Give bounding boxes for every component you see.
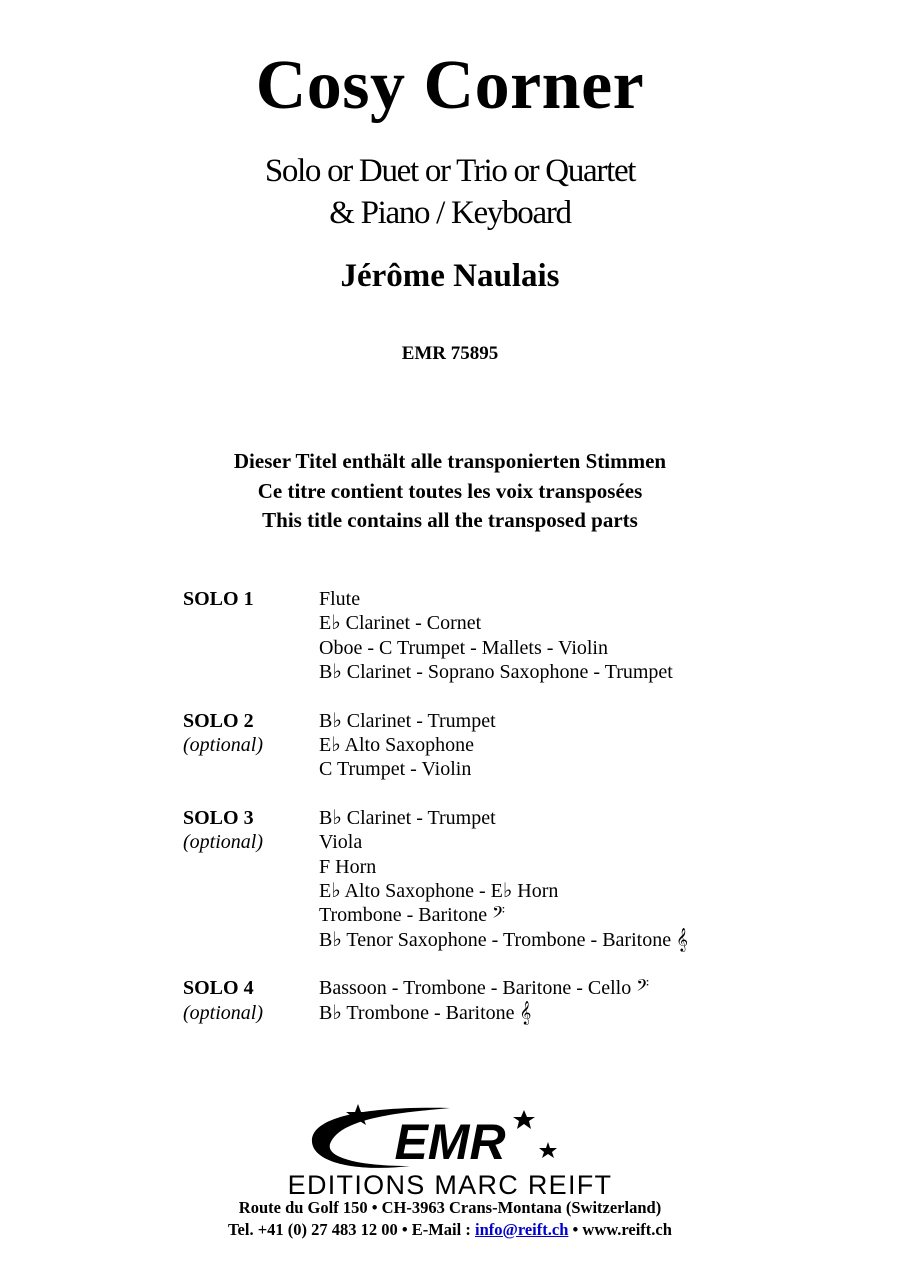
logo-lettering: EMR bbox=[394, 1114, 506, 1170]
instrument-list bbox=[319, 806, 803, 952]
emr-logo bbox=[300, 1102, 600, 1174]
solo-label: SOLO 1 bbox=[183, 588, 254, 610]
instrument-list bbox=[319, 976, 803, 1025]
subtitle-line-1: Solo or Duet or Trio or Quartet bbox=[264, 153, 636, 189]
instrument-line: F Horn bbox=[319, 855, 377, 878]
instrument-line: Flute bbox=[319, 588, 361, 610]
instrument-line: B♭ Trombone - Baritone 𝄞 bbox=[319, 1001, 532, 1024]
solo-label: SOLO 3 bbox=[183, 807, 254, 830]
instrument-line: B♭ Clarinet - Trumpet bbox=[319, 709, 496, 732]
instrumentation-subtitle bbox=[0, 150, 900, 234]
optional-note: (optional) bbox=[183, 831, 263, 854]
solo-label: SOLO 4 bbox=[183, 977, 254, 1000]
instrument-line: Trombone - Baritone 𝄢 bbox=[319, 904, 505, 927]
piece-title: Cosy Corner bbox=[255, 47, 645, 124]
phone-text: Tel. +41 (0) 27 483 12 00 • E-Mail : bbox=[228, 1220, 475, 1239]
instrument-line: E♭ Alto Saxophone bbox=[319, 733, 474, 756]
instrument-line: E♭ Clarinet - Cornet bbox=[319, 612, 482, 635]
subtitle-line-2: & Piano / Keyboard bbox=[329, 195, 571, 231]
notice-french: Ce titre contient toutes les voix transposées bbox=[257, 478, 643, 503]
notice-german: Dieser Titel enthält alle transponierten Stimmen bbox=[233, 449, 667, 473]
publisher-contact bbox=[0, 1197, 900, 1241]
optional-note: (optional) bbox=[183, 1001, 263, 1024]
solo-group bbox=[183, 709, 803, 782]
instrument-line: Oboe - C Trumpet - Mallets - Violin bbox=[319, 636, 608, 659]
instrument-line: B♭ Tenor Saxophone - Trombone - Baritone 𝄞 bbox=[319, 928, 688, 951]
star-icon bbox=[539, 1142, 557, 1158]
parts-list bbox=[183, 587, 803, 1049]
catalog-number: EMR 75895 bbox=[401, 343, 499, 364]
instrument-line: C Trumpet - Violin bbox=[319, 758, 472, 781]
instrument-line: Bassoon - Trombone - Baritone - Cello 𝄢 bbox=[319, 977, 650, 1000]
composer-name: Jérôme Naulais bbox=[340, 258, 560, 294]
instrument-line: B♭ Clarinet - Soprano Saxophone - Trumpet bbox=[319, 660, 673, 683]
website-text: • www.reift.ch bbox=[568, 1220, 672, 1239]
solo-label-column bbox=[183, 806, 319, 952]
solo-group bbox=[183, 587, 803, 684]
publisher-name: EDITIONS MARC REIFT bbox=[287, 1170, 613, 1200]
publisher-address: Route du Golf 150 • CH-3963 Crans-Montana (Switzerland) bbox=[238, 1198, 662, 1217]
solo-label: SOLO 2 bbox=[183, 709, 254, 732]
star-icon bbox=[513, 1110, 535, 1129]
optional-note: (optional) bbox=[183, 733, 263, 756]
transposed-parts-notice bbox=[0, 447, 900, 536]
instrument-list bbox=[319, 709, 803, 782]
notice-english: This title contains all the transposed parts bbox=[262, 508, 638, 532]
solo-group bbox=[183, 806, 803, 952]
email-link[interactable]: info@reift.ch bbox=[474, 1220, 569, 1239]
instrument-line: Viola bbox=[319, 831, 363, 854]
solo-label-column bbox=[183, 709, 319, 782]
solo-label-column bbox=[183, 587, 319, 684]
solo-label-column bbox=[183, 976, 319, 1025]
solo-group bbox=[183, 976, 803, 1025]
instrument-line: B♭ Clarinet - Trumpet bbox=[319, 807, 496, 830]
instrument-list bbox=[319, 587, 803, 684]
instrument-line: E♭ Alto Saxophone - E♭ Horn bbox=[319, 879, 559, 902]
publisher-contact-line bbox=[0, 1219, 900, 1241]
